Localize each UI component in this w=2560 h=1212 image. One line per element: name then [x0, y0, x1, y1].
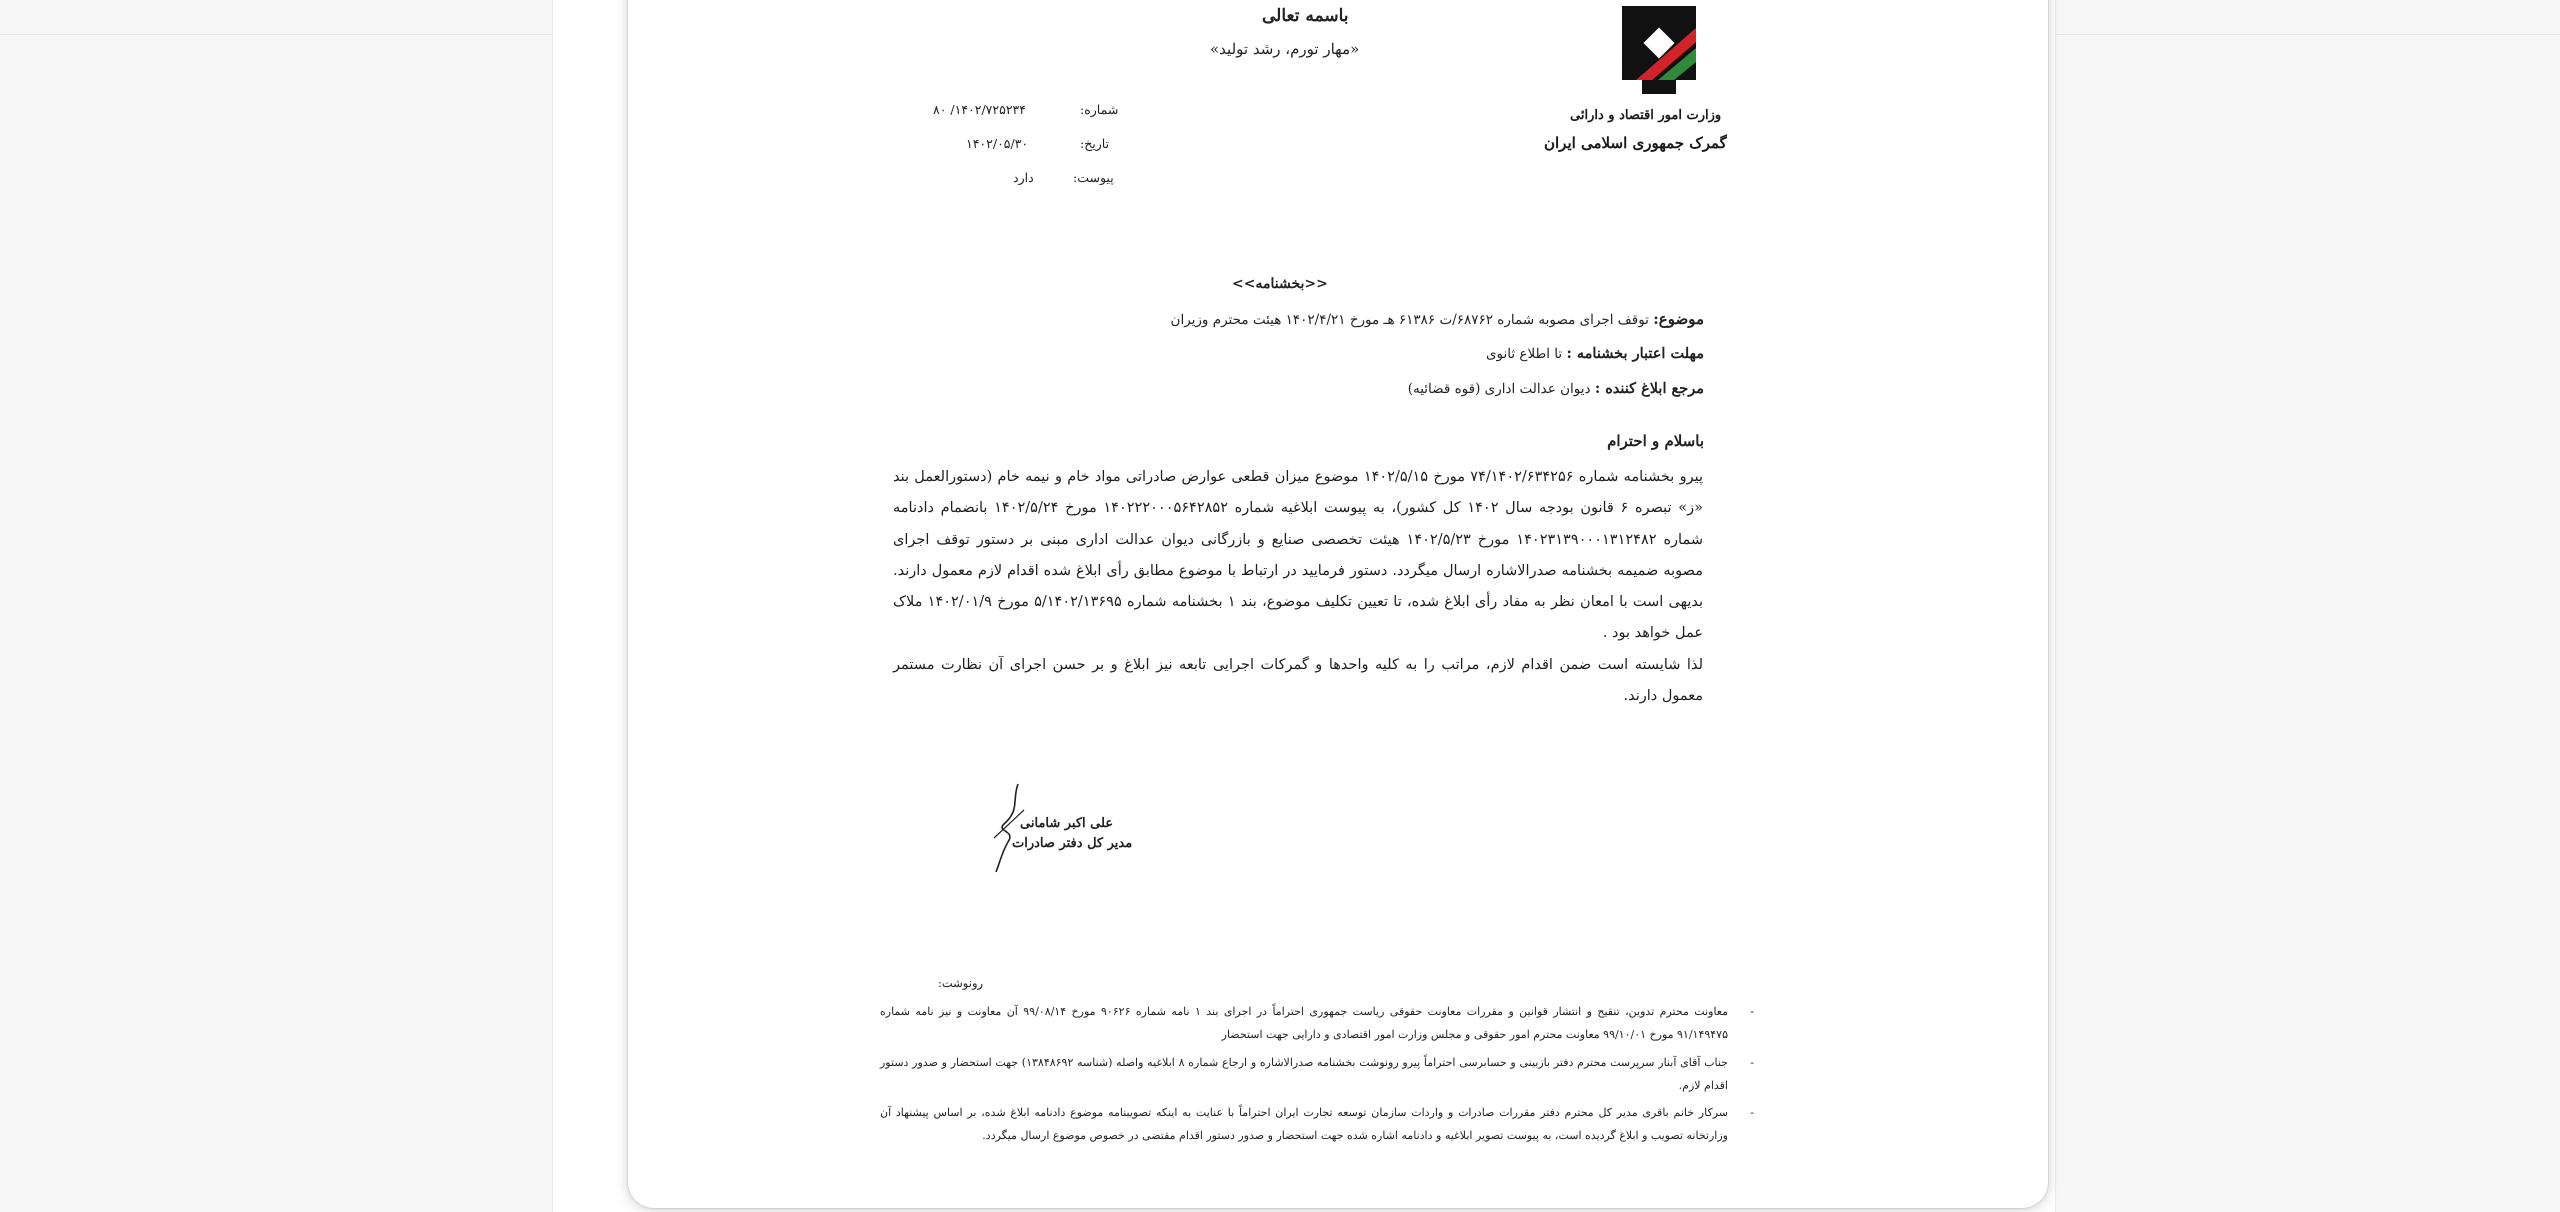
greeting: باسلام و احترام — [1607, 432, 1704, 450]
number-label: شماره: — [1080, 102, 1119, 117]
right-panel-divider — [2056, 34, 2560, 35]
subject-label: موضوع: — [1653, 310, 1704, 328]
validity-value: تا اطلاع ثانوی — [1485, 346, 1563, 362]
date-value: ۱۴۰۲/۰۵/۳۰ — [966, 136, 1029, 151]
copy-item-text: سرکار خانم باقری مدیر کل محترم دفتر مقررات صادرات و واردات سازمان توسعه تجارت ایران احتراماً با عنایت به اینکه تصویبنامه موضوع دادنامه ابلاغ شده، بر اساس پیشنهاد آن وزارتخانه تصویب و ابلاغ گردیده است، به پیوست تصویر ابلاغیه و دادنامه اشاره شده جهت استحضار و صدور دستور اقدام مقتضی در خصوص موضوع ارسال میگردد. — [880, 1106, 1728, 1143]
copies-list — [880, 1000, 1754, 1152]
customs-name: گمرک جمهوری اسلامی ایران — [1544, 134, 1727, 152]
copy-item-dash: - — [1750, 1005, 1754, 1018]
reference-label: مرجع ابلاغ کننده : — [1594, 380, 1704, 397]
number-value: ۸۰ /۱۴۰۲/۷۲۵۲۳۴ — [933, 102, 1026, 117]
copies-heading: رونوشت: — [938, 976, 984, 990]
body-text — [893, 462, 1703, 712]
slogan-text: «مهار تورم، رشد تولید» — [1210, 40, 1360, 58]
subject-line — [1171, 310, 1704, 328]
customs-logo-icon — [1612, 2, 1706, 98]
right-background-panel — [2055, 0, 2560, 1212]
circular-title: <<بخشنامه>> — [1232, 276, 1328, 292]
body-paragraph-2: لذا شایسته است ضمن اقدام لازم، مراتب را به کلیه واحدها و گمرکات اجرایی تابعه نیز ابلاغ و بر حسن اجرای آن نظارت مستمر معمول دارند. — [893, 656, 1703, 705]
left-panel-divider — [0, 34, 552, 35]
date-label: تاریخ: — [1080, 136, 1110, 151]
attachment-value: دارد — [1013, 170, 1034, 185]
subject-value: توقف اجرای مصوبه شماره ۶۸۷۶۲/ت ۶۱۳۸۶ هـ مورخ ۱۴۰۲/۴/۲۱ هیئت محترم وزیران — [1170, 312, 1649, 328]
reference-value: دیوان عدالت اداری (قوه قضائیه) — [1407, 381, 1591, 397]
ministry-name: وزارت امور اقتصاد و دارائی — [1570, 108, 1722, 123]
copy-item-dash: - — [1750, 1055, 1754, 1069]
validity-label: مهلت اعتبار بخشنامه : — [1566, 345, 1704, 362]
validity-line — [1486, 345, 1704, 362]
signer-name: علی اکبر شامانی — [1020, 816, 1114, 831]
copy-item — [880, 1051, 1754, 1098]
left-background-panel — [0, 0, 553, 1212]
attachment-label: پیوست: — [1073, 170, 1114, 185]
copy-item — [880, 1101, 1754, 1148]
invocation-text: باسمه تعالی — [1262, 6, 1349, 26]
copy-item-text: جناب آقای آبنار سرپرست محترم دفتر بازبینی و حسابرسی احتراماً پیرو رونوشت بخشنامه صدرالاشاره و ارجاع شماره ۸ ابلاغیه واصله (شناسه ۱۳۸۴۸۶۹۲) جهت استحضار و صدور دستور اقدام لازم. — [880, 1055, 1728, 1092]
copy-item-dash: - — [1750, 1106, 1754, 1120]
body-paragraph-1: پیرو بخشنامه شماره ۷۴/۱۴۰۲/۶۳۴۲۵۶ مورخ ۱۴۰۲/۵/۱۵ موضوع میزان قطعی عوارض صادراتی مواد خام و نیمه خام (دستورالعمل بند «ز» تبصره ۶ قانون بودجه سال ۱۴۰۲ کل کشور)، به پیوست ابلاغیه شماره ۱۴۰۲۲۲۰۰۰۵۶۴۲۸۵۲ مورخ ۱۴۰۲/۵/۲۴ بانضمام دادنامه شماره ۱۴۰۲۳۱۳۹۰۰۰۱۳۱۲۴۸۲ مورخ ۱۴۰۲/۵/۲۳ هیئت تخصصی صنایع و بازرگانی دیوان عدالت اداری مبنی بر دستور توقف اجرای مصوبه ضمیمه بخشنامه صدرالاشاره ارسال میگردد. دستور فرمایید در ارتباط با موضوع مطابق رأی ابلاغ شده اقدام لازم معمول دارند. بدیهی است با امعان نظر به مفاد رأی ابلاغ شده، تا تعیین تکلیف موضوع، بند ۱ بخشنامه شماره ۵/۱۴۰۲/۱۳۶۹۵ مورخ ۱۴۰۲/۰۱/۹ ملاک عمل خواهد بود . — [893, 469, 1704, 642]
copy-item-text: معاونت محترم تدوین، تنقیح و انتشار قوانین و مقررات معاونت حقوقی ریاست جمهوری احتراماً در اجرای بند ۱ نامه شماره ۹۰۶۲۶ مورخ ۹۹/۰۸/۱۴ آن معاونت و نیز نامه شماره ۹۱/۱۴۹۴۷۵ مورخ ۹۹/۱۰/۰۱ معاونت محترم امور حقوقی و مجلس وزارت امور اقتصادی و دارایی جهت استحضار — [880, 1005, 1728, 1042]
copy-item — [880, 1000, 1754, 1047]
reference-line — [1408, 380, 1704, 397]
signer-title: مدیر کل دفتر صادرات — [1012, 836, 1133, 851]
